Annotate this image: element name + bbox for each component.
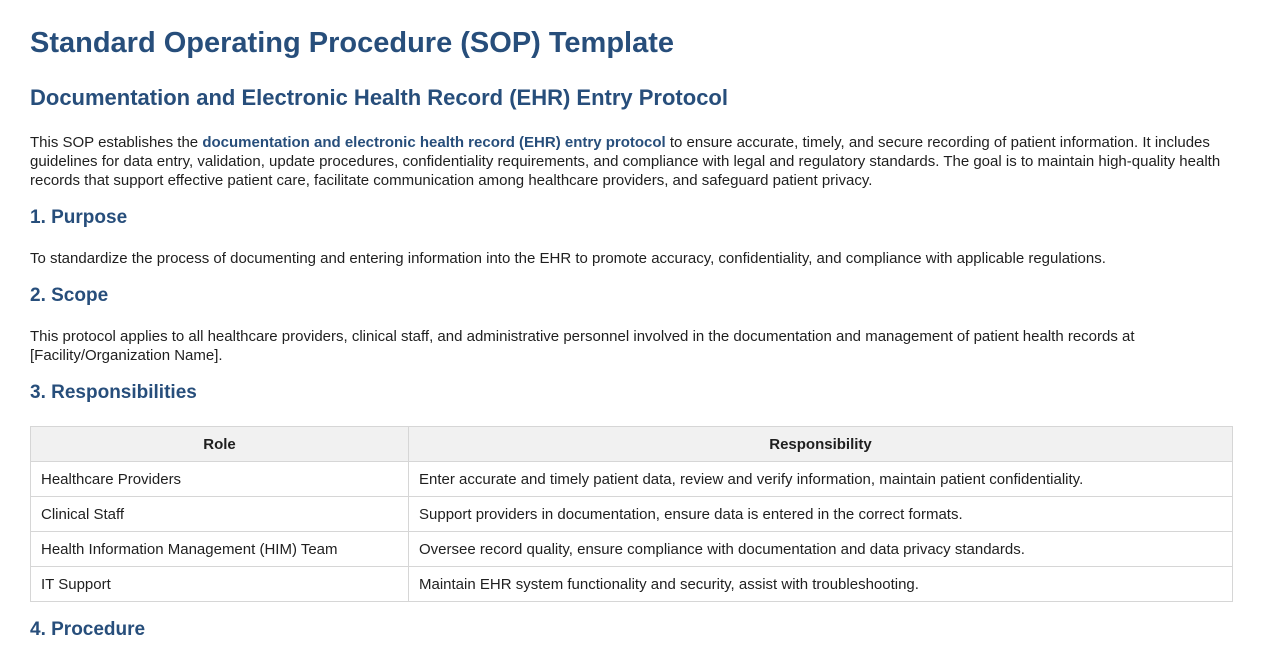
role-cell: Healthcare Providers (31, 462, 409, 497)
intro-text-start: This SOP establishes the (30, 134, 203, 151)
document-title: Standard Operating Procedure (SOP) Template (30, 27, 675, 59)
section-heading-purpose: 1. Purpose (30, 207, 128, 228)
purpose-paragraph: To standardize the process of documenting and entering information into the EHR to promote accuracy, confidentiality, and compliance with applicable regulations. (30, 250, 1106, 267)
responsibility-cell: Oversee record quality, ensure compliance with documentation and data privacy standards. (409, 532, 1233, 567)
responsibility-cell: Support providers in documentation, ensure data is entered in the correct formats. (409, 497, 1233, 532)
table-header-role: Role (31, 427, 409, 462)
responsibility-cell: Maintain EHR system functionality and security, assist with troubleshooting. (409, 567, 1233, 602)
intro-text-end: to ensure accurate, timely, and secure recording of patient information. It includes guidelines for data entry, validation, update procedures, confidentiality requirements, and compliance with legal and regulatory standards. The goal is to maintain high-quality health records that support effective patient care, facilitate communication among healthcare providers, and safeguard patient privacy. (30, 134, 1221, 189)
responsibility-cell: Enter accurate and timely patient data, review and verify information, maintain patient confidentiality. (409, 462, 1233, 497)
table-row (31, 532, 1233, 567)
role-cell: Health Information Management (HIM) Team (31, 532, 409, 567)
responsibilities-table (30, 426, 1233, 602)
table-row (31, 462, 1233, 497)
sop-document (0, 27, 1263, 641)
section-heading-scope: 2. Scope (30, 285, 109, 306)
table-row (31, 567, 1233, 602)
table-row (31, 497, 1233, 532)
table-header-responsibility: Responsibility (409, 427, 1233, 462)
intro-bold-phrase: documentation and electronic health record (EHR) entry protocol (202, 134, 666, 151)
intro-paragraph (30, 133, 1233, 190)
section-heading-responsibilities: 3. Responsibilities (30, 382, 197, 403)
scope-paragraph: This protocol applies to all healthcare providers, clinical staff, and administrative personnel involved in the documentation and management of patient health records at [Facility/Organization Name]. (30, 328, 1135, 364)
role-cell: Clinical Staff (31, 497, 409, 532)
section-heading-procedure: 4. Procedure (30, 619, 146, 640)
table-header-row (31, 427, 1233, 462)
role-cell: IT Support (31, 567, 409, 602)
document-subtitle: Documentation and Electronic Health Record (EHR) Entry Protocol (30, 85, 728, 110)
